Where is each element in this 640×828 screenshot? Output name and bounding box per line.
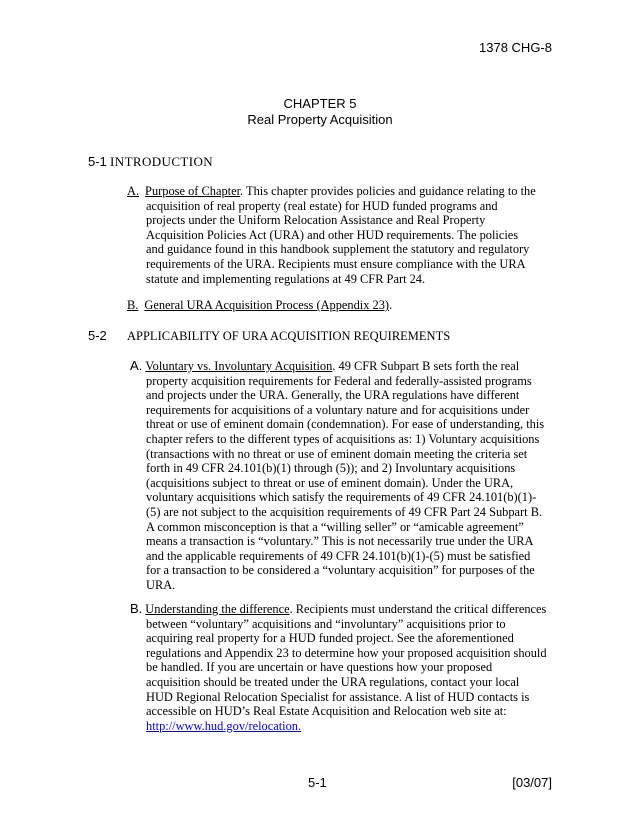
page-number: 5-1: [308, 775, 327, 790]
section-title: APPLICABILITY OF URA ACQUISITION REQUIREMENTS: [127, 329, 451, 343]
paragraph-letter: A.: [127, 184, 140, 198]
section-title: INTRODUCTION: [110, 154, 214, 169]
paragraph-5-2-b: [122, 602, 547, 733]
section-number: 5-1: [88, 154, 107, 169]
revision-date: [03/07]: [512, 775, 552, 790]
paragraph-letter: B.: [127, 298, 139, 312]
paragraph-heading: General URA Acquisition Process (Appendix 23): [144, 298, 390, 312]
chapter-heading: [0, 96, 640, 128]
section-5-2-heading: [88, 328, 451, 344]
section-number: 5-2: [88, 328, 107, 343]
chapter-title: Real Property Acquisition: [247, 112, 393, 127]
paragraph-5-2-a: [122, 359, 547, 593]
chapter-number: CHAPTER 5: [283, 96, 357, 111]
paragraph-5-1-a: [127, 184, 537, 286]
paragraph-letter: B.: [130, 601, 143, 616]
section-5-1-heading: [88, 154, 213, 170]
paragraph-letter: A.: [130, 358, 143, 373]
document-code: 1378 CHG-8: [479, 40, 552, 55]
paragraph-heading: Voluntary vs. Involuntary Acquisition: [145, 359, 333, 373]
paragraph-text: . Recipients must understand the critical differences between “voluntary” acquisitions and “involuntary” acquisitions prior to acquiring real property for a HUD funded project. See the aforementioned regulations and Appendix 23 to determine how your proposed acquisition should be handled. If you are uncertain or have questions how your proposed acquisition should be treated under the URA regulations, contact your local HUD Regional Relocation Specialist for assistance. A list of HUD contacts is accessible on HUD’s Real Estate Acquisition and Relocation web site at:: [146, 602, 547, 719]
paragraph-5-1-b: [127, 298, 537, 313]
relocation-website-link[interactable]: http://www.hud.gov/relocation.: [146, 718, 302, 733]
paragraph-heading: Purpose of Chapter: [145, 184, 241, 198]
paragraph-heading: Understanding the difference: [145, 602, 290, 616]
paragraph-text: . 49 CFR Subpart B sets forth the real property acquisition requirements for Federal and federally-assisted programs and projects under the URA. Generally, the URA regulations have different requirements for acquisitions of a voluntary nature and for acquisitions under threat or use of eminent domain (condemnation). For ease of understanding, this chapter refers to the different types of acquisitions as: 1) Voluntary acquisitions (transactions with no threat or use of eminent domain meeting the criteria set forth in 49 CFR 24.101(b)(1) through (5)); and 2) Involuntary acquisitions (acquisitions subject to threat or use of eminent domain). Under the URA, voluntary acquisitions which satisfy the requirements of 49 CFR 24.101(b)(1)-(5) are not subject to the acquisition requirements of 49 CFR Part 24 Subpart B. A common misconception is that a “willing seller” or “amicable agreement” means a transaction is “voluntary.” This is not necessarily true under the URA and the applicable requirements of 49 CFR 24.101(b)(1)-(5) must be satisfied for a transaction to be considered a “voluntary acquisition” for purposes of the URA.: [146, 359, 545, 592]
paragraph-text: . This chapter provides policies and guidance relating to the acquisition of real property (real estate) for HUD funded programs and projects under the Uniform Relocation Assistance and Real Property Acquisition Policies Act (URA) and other HUD requirements. The policies and guidance found in this handbook supplement the statutory and regulatory requirements of the URA. Recipients must ensure compliance with the URA statute and implementing regulations at 49 CFR Part 24.: [146, 184, 536, 286]
paragraph-text: .: [389, 298, 393, 312]
